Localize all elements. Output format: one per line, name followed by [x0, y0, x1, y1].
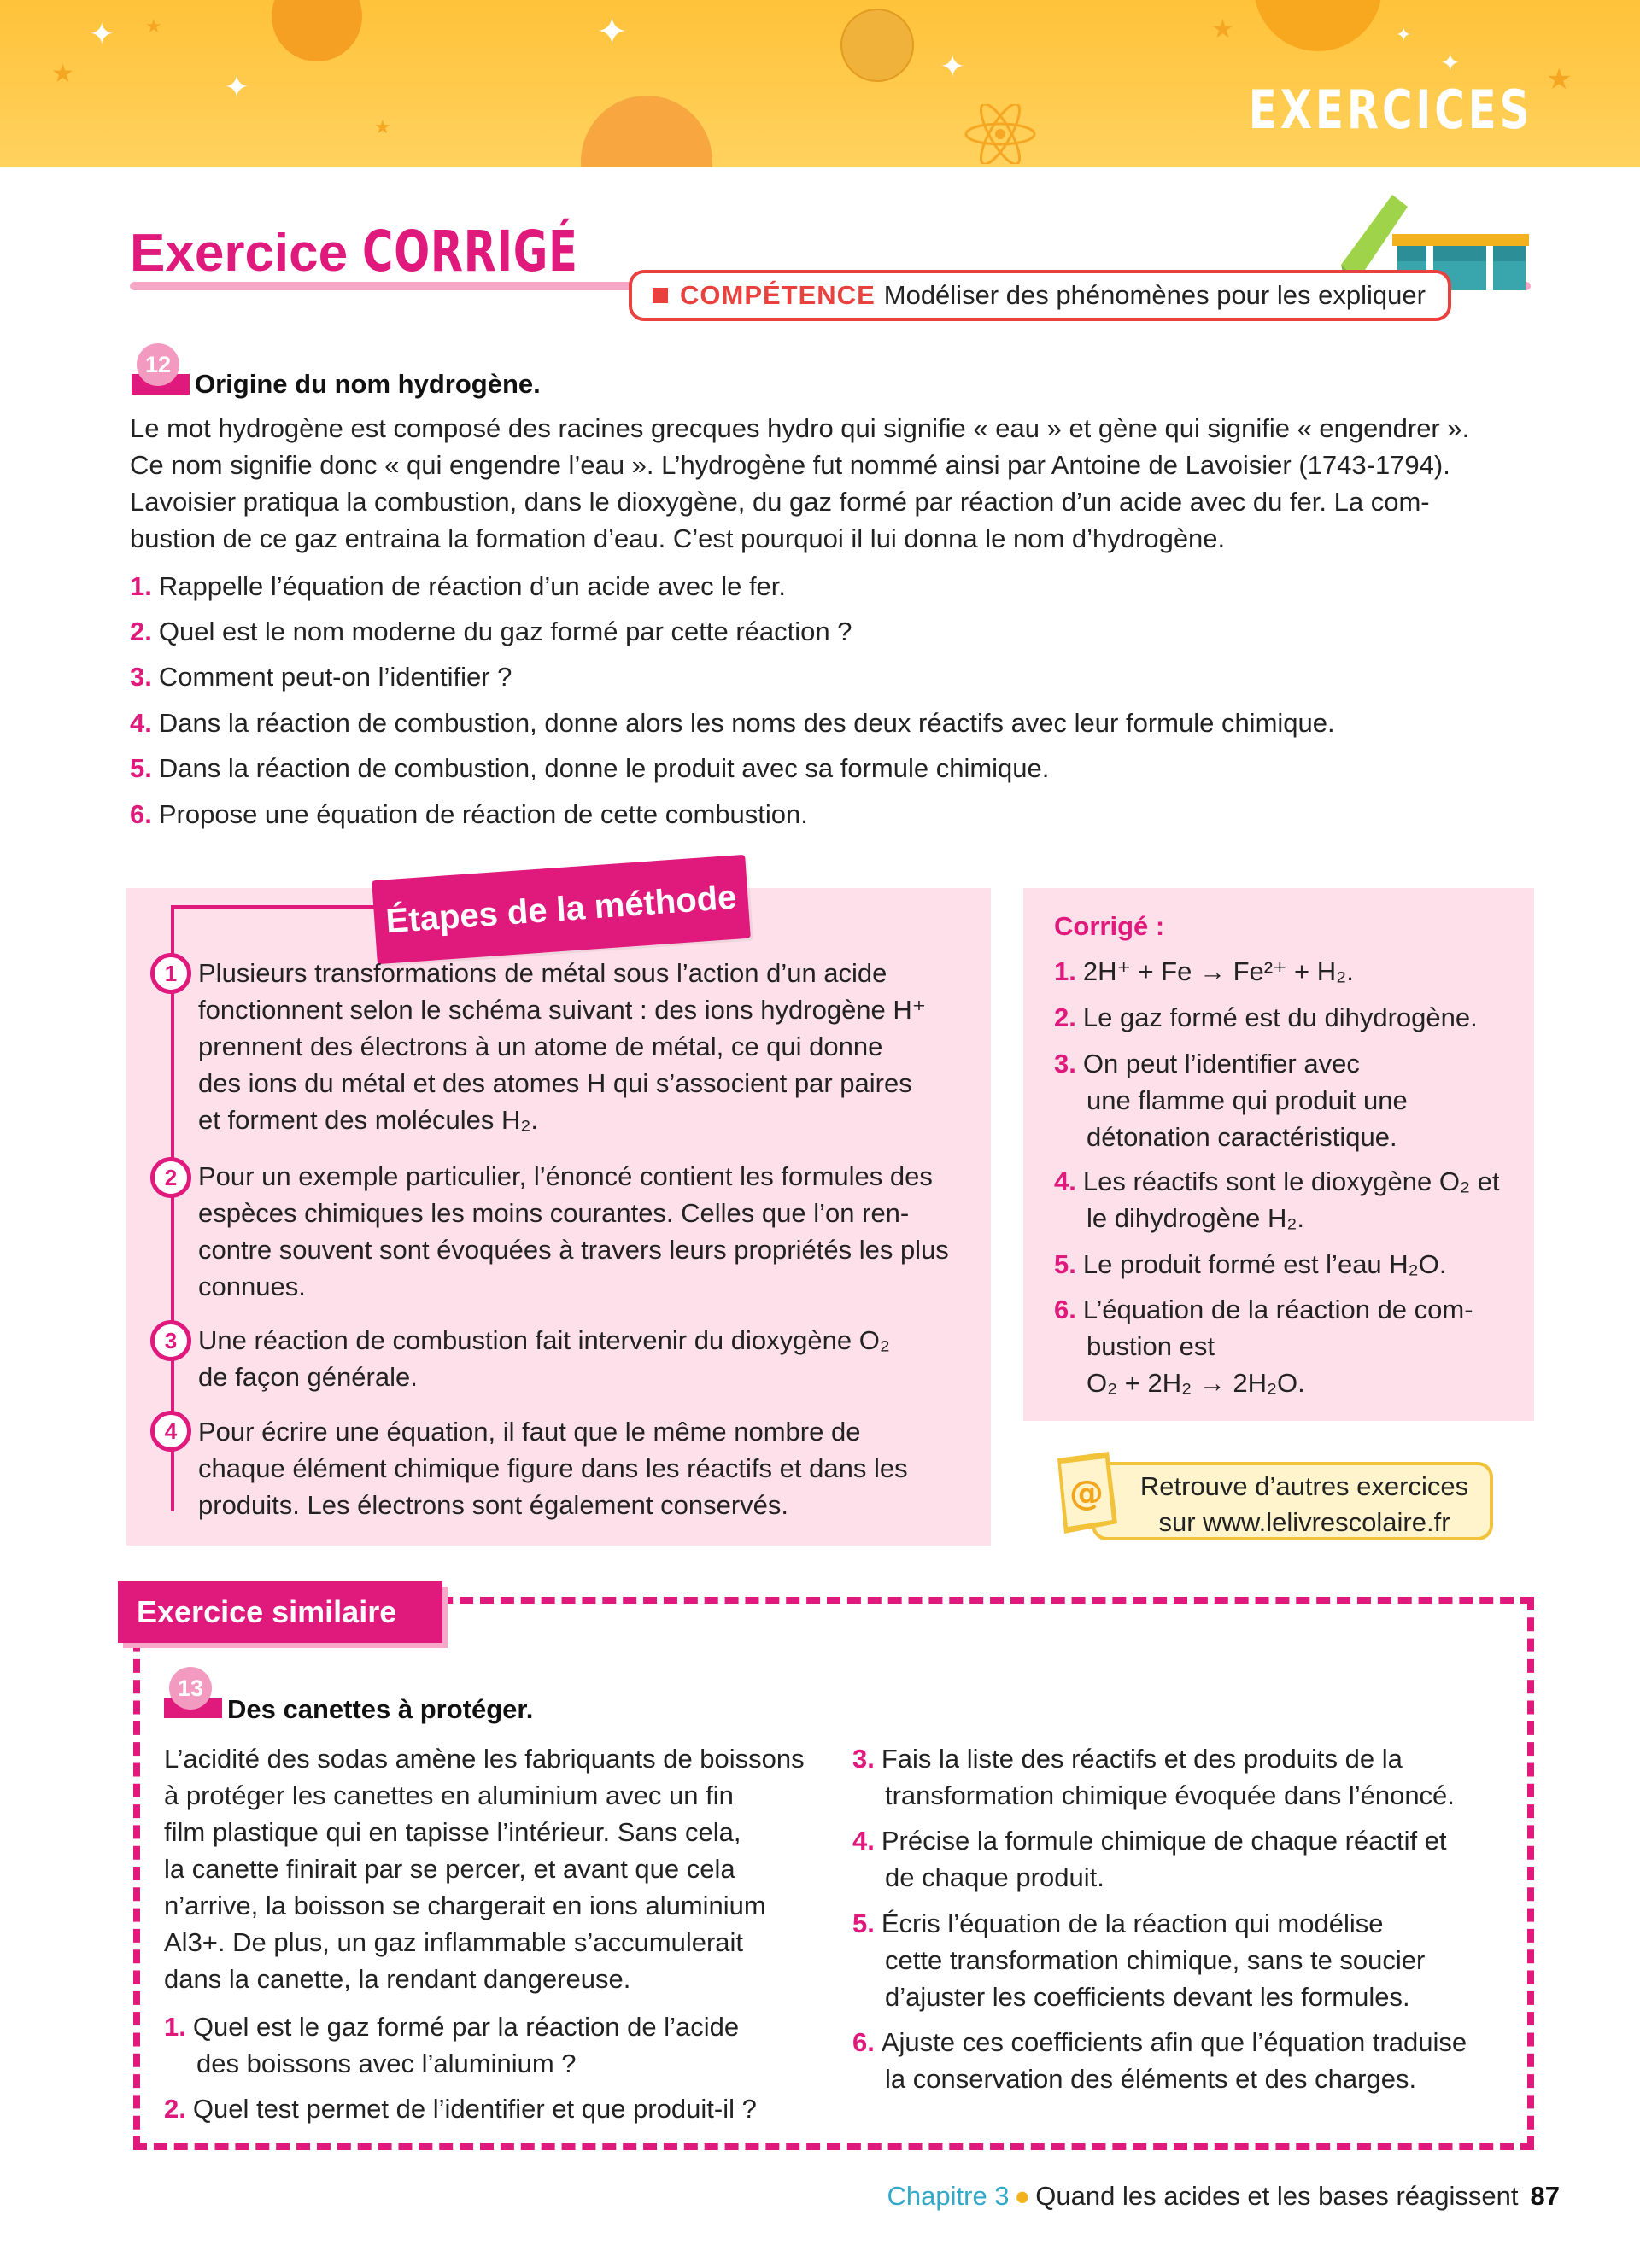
exercise-heading: Des canettes à protéger. [227, 1694, 534, 1724]
star-icon: ✦ [940, 49, 966, 84]
planet-icon [840, 9, 914, 82]
star-icon: ✦ [1396, 24, 1412, 45]
title-part-2: CORRIGÉ [362, 219, 579, 284]
method-title: Étapes de la méthode [372, 855, 751, 964]
question: 6. Propose une équation de réaction de cette combustion. [130, 799, 808, 829]
question: 2. Quel test permet de l’identifier et que produit-il ? [164, 2094, 757, 2124]
bullet-icon: ● [1014, 2181, 1031, 2211]
question: 1. Quel est le gaz formé par la réaction de l’acide des boissons avec l’aluminium ? [164, 2012, 740, 2078]
footer-chapter: Chapitre 3 [887, 2181, 1010, 2211]
corrige-item: 5. Le produit formé est l’eau H₂O. [1054, 1249, 1447, 1279]
exercise-text [130, 410, 1539, 557]
question: 2. Quel est le nom moderne du gaz formé par cette réaction ? [130, 617, 852, 646]
competence-badge [629, 270, 1451, 321]
star-icon: ★ [51, 60, 74, 88]
atom-icon [962, 104, 1039, 164]
question: 4. Dans la réaction de combustion, donne alors les noms des deux réactifs avec leur formule chimique. [130, 708, 1335, 738]
weblink-url[interactable]: sur www.lelivrescolaire.fr [1158, 1507, 1450, 1537]
page-footer [887, 2181, 1560, 2212]
competence-label: COMPÉTENCE [680, 280, 876, 310]
similar-exercise-tab: Exercice similaire [118, 1581, 442, 1643]
exercise-number-badge [132, 343, 190, 391]
exercise-heading: Origine du nom hydrogène. [195, 369, 541, 399]
star-icon: ★ [374, 116, 391, 137]
star-icon: ✦ [1440, 50, 1461, 76]
step-number: 1 [150, 953, 191, 994]
corrige-item: 3. On peut l’identifier avec une flamme qui produit une détonation caractéristique. [1054, 1049, 1408, 1152]
square-icon [653, 288, 668, 303]
text-line: Le mot hydrogène est composé des racines grecques hydro qui signifie « eau » et gène qui signifie « engendrer ». [130, 413, 1470, 443]
weblink-box[interactable] [1092, 1462, 1493, 1540]
weblink-line: Retrouve d’autres exercices [1139, 1471, 1469, 1501]
competence-text: Modéliser des phénomènes pour les expliquer [883, 280, 1426, 310]
question: 3. Fais la liste des réactifs et des produits de la transformation chimique évoquée dans l’énoncé. [852, 1744, 1455, 1810]
at-sign-icon [1052, 1452, 1119, 1534]
question: 3. Comment peut-on l’identifier ? [130, 662, 512, 692]
step-number: 2 [150, 1157, 191, 1198]
text-line: Ce nom signifie donc « qui engendre l’eau ». L’hydrogène fut nommé ainsi par Antoine de Lavoisier (1743-1794). [130, 450, 1450, 480]
text-line: Lavoisier pratiqua la combustion, dans le dioxygène, du gaz formé par réaction d’un acide avec du fer. La com- [130, 487, 1430, 517]
page-number: 87 [1530, 2181, 1560, 2211]
method-step: Une réaction de combustion fait intervenir du dioxygène O₂ de façon générale. [198, 1325, 890, 1392]
planet-icon [1254, 0, 1382, 51]
exercise-number-badge [164, 1667, 222, 1715]
corrige-item: 6. L’équation de la réaction de com- bustion est O₂ + 2H₂ → 2H₂O. [1054, 1295, 1473, 1398]
method-step: Pour un exemple particulier, l’énoncé contient les formules des espèces chimiques les moins courantes. Celles que l’on ren- contre souvent sont évoquées à travers leurs propriétés les plus connues. [198, 1161, 949, 1301]
question: 5. Écris l’équation de la réaction qui modélise cette transformation chimique, sans te soucier d’ajuster les coefficients devant les formules. [852, 1909, 1426, 2012]
question: 1. Rappelle l’équation de réaction d’un acide avec le fer. [130, 571, 787, 601]
exercise-number: 13 [169, 1667, 212, 1710]
section-title: EXERCICES [1248, 79, 1532, 141]
star-icon: ✦ [224, 69, 250, 104]
star-icon: ★ [1546, 63, 1573, 96]
corrige-title: Corrigé : [1054, 911, 1165, 941]
star-icon: ✦ [596, 11, 628, 53]
question: 4. Précise la formule chimique de chaque réactif et de chaque produit. [852, 1826, 1447, 1892]
exercise-number: 12 [137, 343, 179, 386]
svg-text:@: @ [1069, 1474, 1104, 1513]
title-part-1: Exercice [130, 224, 348, 283]
text-line: bustion de ce gaz entraina la formation d’eau. C’est pourquoi il lui donna le nom d’hydrogène. [130, 523, 1226, 553]
page-title [130, 219, 650, 284]
question: 6. Ajuste ces coefficients afin que l’équation traduise la conservation des éléments et des charges. [852, 2027, 1467, 2094]
planet-icon [581, 96, 712, 167]
exercise-text: L’acidité des sodas amène les fabriquants de boissons à protéger les canettes en aluminium avec un fin film plastique qui en tapisse l’intérieur. Sans cela, la canette finirait par se percer, et avant que cela n’arrive, la boisson se chargerait en ions aluminium Al3+. De plus, un gaz inflammable s’accumulerait dans la canette, la rendant dangereuse. [164, 1744, 805, 1994]
method-step: Pour écrire une équation, il faut que le même nombre de chaque élément chimique figure dans les réactifs et dans les produits. Les électrons sont également conservés. [198, 1417, 908, 1520]
star-icon: ★ [1211, 15, 1234, 44]
corrige-item: 1. 2H⁺ + Fe → Fe²⁺ + H₂. [1054, 956, 1354, 986]
star-icon: ✦ [89, 16, 115, 51]
header-banner [0, 0, 1640, 167]
question: 5. Dans la réaction de combustion, donne le produit avec sa formule chimique. [130, 753, 1050, 783]
planet-icon [272, 0, 362, 61]
star-icon: ★ [145, 15, 162, 37]
step-number: 4 [150, 1411, 191, 1452]
step-number: 3 [150, 1320, 191, 1361]
method-step: Plusieurs transformations de métal sous l’action d’un acide fonctionnent selon le schéma suivant : des ions hydrogène H⁺ prennent des électrons à un atome de métal, ce qui donne des ions du métal et des atomes H qui s’associent par paires et forment des molécules H₂. [198, 958, 927, 1135]
corrige-item: 2. Le gaz formé est du dihydrogène. [1054, 1002, 1478, 1032]
footer-title: Quand les acides et les bases réagissent [1035, 2181, 1519, 2211]
corrige-item: 4. Les réactifs sont le dioxygène O₂ et le dihydrogène H₂. [1054, 1166, 1500, 1233]
